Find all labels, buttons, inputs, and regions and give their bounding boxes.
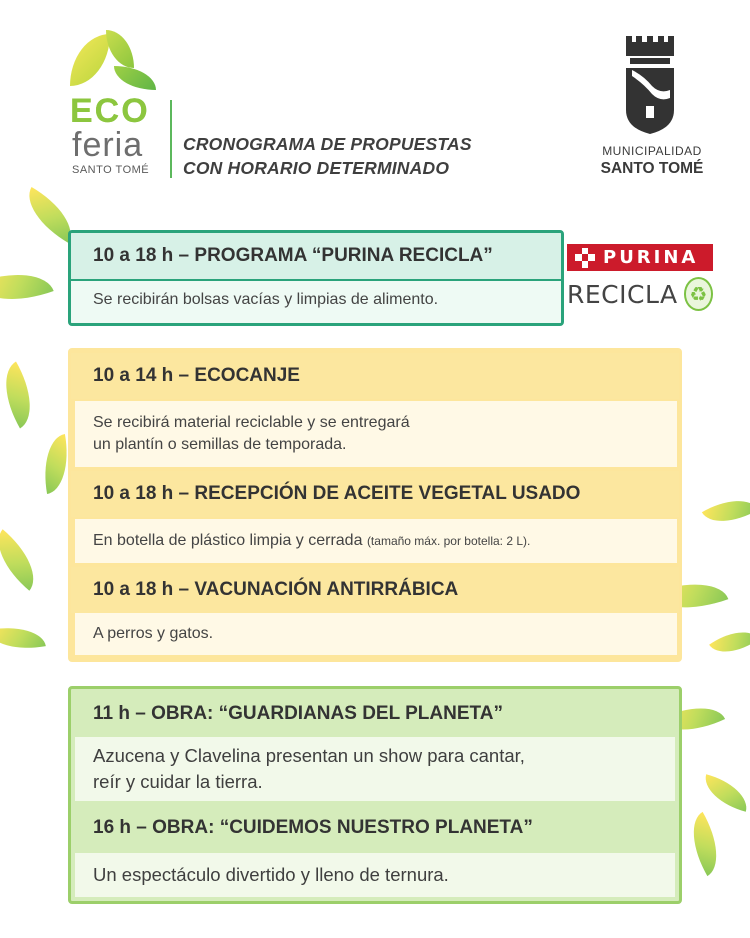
purina-program-card (68, 230, 564, 326)
schedule-desc-aceite (75, 519, 677, 563)
brand-eco: ECO (70, 92, 150, 130)
brand-subtitle: SANTO TOMÉ (72, 164, 150, 176)
purina-heading: 10 a 18 h – PROGRAMA “PURINA RECICLA” (71, 233, 561, 281)
purina-logo-word: PURINA (603, 247, 699, 268)
municipality-name: SANTO TOMÉ (600, 160, 704, 177)
logo-leaf-icon (114, 66, 156, 90)
green-schedule-card (68, 686, 682, 904)
purina-recicla-logo (567, 244, 713, 311)
eco-feria-logo (70, 30, 160, 100)
schedule-heading-guardianas: 11 h – OBRA: “GUARDIANAS DEL PLANETA” (71, 691, 679, 737)
yellow-schedule-card (68, 348, 682, 662)
header-divider (170, 100, 172, 178)
brand-feria: feria (72, 126, 144, 164)
desc-line: Se recibirá material reciclable y se entregará (93, 414, 410, 431)
decor-leaf-icon (0, 362, 46, 429)
decor-leaf-icon (678, 812, 731, 876)
recicla-logo-word: RECICLA (567, 279, 678, 309)
schedule-heading-aceite: 10 a 18 h – RECEPCIÓN DE ACEITE VEGETAL USADO (71, 471, 679, 517)
desc-note: (tamaño máx. por botella: 2 L). (366, 534, 531, 548)
desc-line: un plantín o semillas de temporada. (93, 436, 347, 453)
page-title (183, 132, 472, 180)
purina-description: Se recibirán bolsas vacías y limpias de alimento. (71, 281, 561, 324)
schedule-desc-guardianas (75, 737, 675, 801)
schedule-desc-cuidemos (75, 853, 675, 897)
crest-icon (622, 36, 678, 136)
decor-leaf-icon (702, 487, 750, 535)
schedule-heading-ecocanje: 10 a 14 h – ECOCANJE (71, 353, 679, 399)
decor-leaf-icon (699, 774, 750, 812)
decor-leaf-icon (709, 620, 750, 665)
purina-badge (567, 244, 713, 271)
schedule-desc-ecocanje (75, 401, 677, 467)
desc-line (93, 530, 659, 552)
desc-line: reír y cuidar la tierra. (93, 771, 263, 792)
desc-line: Un espectáculo divertido y lleno de ternura. (93, 864, 449, 885)
page-title-line1: CRONOGRAMA DE PROPUESTAS (183, 134, 472, 154)
recycle-icon: ♻ (684, 277, 713, 311)
logo-leaf-icon (70, 34, 110, 86)
schedule-heading-cuidemos: 16 h – OBRA: “CUIDEMOS NUESTRO PLANETA” (71, 805, 679, 851)
decor-leaf-icon (0, 259, 54, 315)
schedule-desc-vacunacion (75, 613, 677, 655)
desc-line: A perros y gatos. (93, 625, 214, 642)
purina-checker-icon (575, 248, 595, 268)
schedule-heading-vacunacion: 10 a 18 h – VACUNACIÓN ANTIRRÁBICA (71, 567, 679, 613)
desc-main: En botella de plástico limpia y cerrada (93, 532, 363, 549)
decor-leaf-icon (0, 621, 46, 656)
decor-leaf-icon (0, 529, 49, 591)
desc-line: Azucena y Clavelina presentan un show para cantar, (93, 745, 525, 766)
page-title-line2: CON HORARIO DETERMINADO (183, 158, 450, 178)
municipality-label: MUNICIPALIDAD (602, 144, 702, 158)
recicla-row (567, 277, 713, 311)
logo-leaf-icon (106, 30, 134, 68)
